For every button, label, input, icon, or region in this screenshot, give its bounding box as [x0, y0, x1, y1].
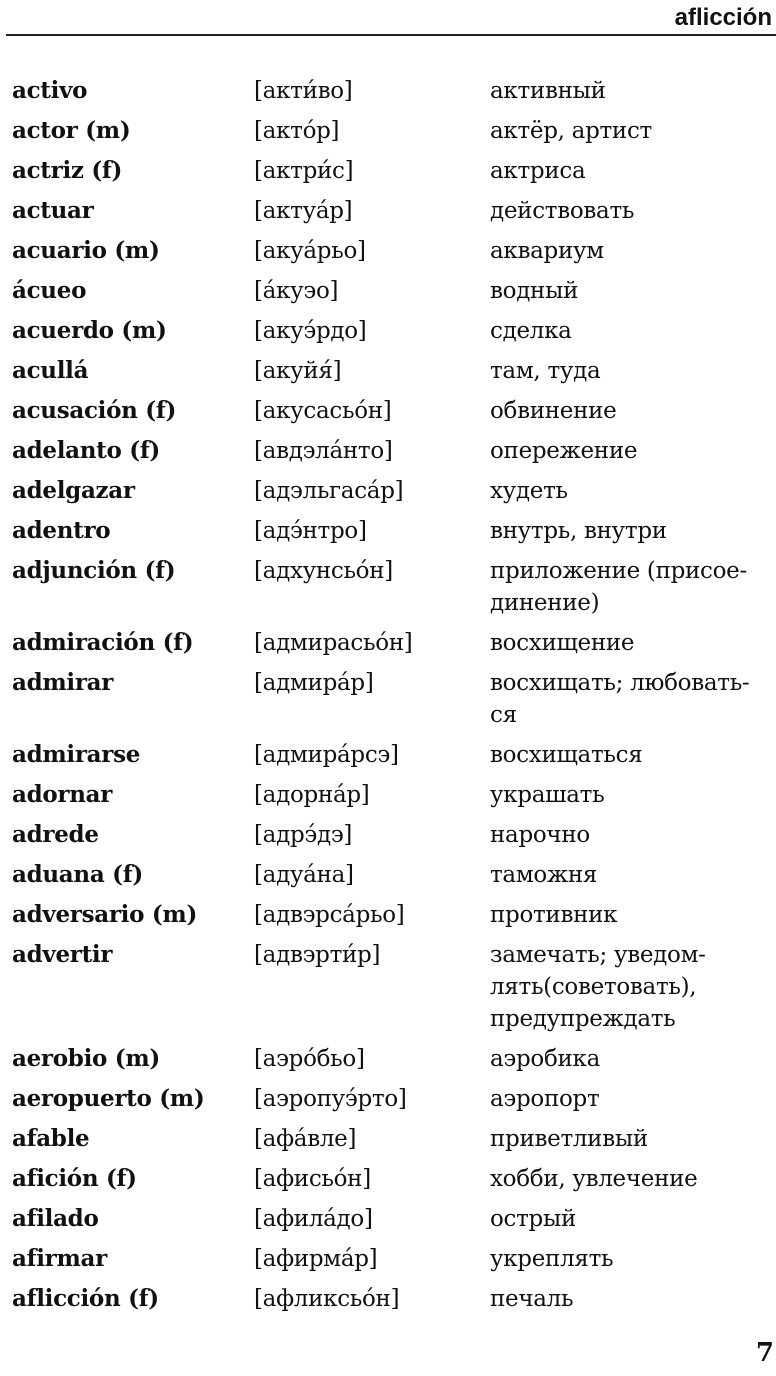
translation-line: восхищение [490, 630, 635, 656]
dictionary-entry [0, 664, 776, 736]
translation-line: там, туда [490, 358, 601, 384]
entry-transcription: [акти́во] [254, 78, 353, 104]
entry-transcription: [адэльгаса́р] [254, 478, 404, 504]
translation-line: укреплять [490, 1246, 614, 1272]
entry-transcription: [адмира́рсэ] [254, 742, 399, 768]
entry-headword: afable [12, 1125, 90, 1152]
dictionary-entry [0, 392, 776, 432]
entry-translation [490, 899, 770, 931]
translation-line: аэропорт [490, 1086, 600, 1112]
entry-transcription: [адхунсьо́н] [254, 558, 393, 584]
entry-translation [490, 739, 770, 771]
header-rule [6, 34, 776, 36]
entry-headword: ácueo [12, 277, 87, 304]
translation-line: нарочно [490, 822, 590, 848]
entry-translation [490, 1123, 770, 1155]
entry-transcription: [адмирасьо́н] [254, 630, 413, 656]
entry-headword: afirmar [12, 1245, 107, 1272]
dictionary-entry [0, 624, 776, 664]
translation-line: таможня [490, 862, 598, 888]
translation-line: острый [490, 1206, 577, 1232]
entry-transcription: [актуа́р] [254, 198, 353, 224]
entry-headword: aerobio (m) [12, 1045, 160, 1072]
entry-translation [490, 667, 770, 731]
entry-headword: afición (f) [12, 1165, 137, 1192]
entry-headword: activo [12, 77, 88, 104]
translation-line: восхищаться [490, 742, 643, 768]
entry-transcription: [адмира́р] [254, 670, 374, 696]
entry-transcription: [актри́с] [254, 158, 354, 184]
dictionary-entry [0, 1280, 776, 1320]
translation-line: обвинение [490, 398, 617, 424]
translation-line: аэробика [490, 1046, 601, 1072]
entry-headword: afilado [12, 1205, 99, 1232]
entry-translation [490, 155, 770, 187]
dictionary-entry [0, 736, 776, 776]
entry-translation [490, 235, 770, 267]
translation-line: опережение [490, 438, 638, 464]
entry-translation [490, 859, 770, 891]
entry-headword: adelgazar [12, 477, 135, 504]
entry-headword: aflicción (f) [12, 1285, 159, 1312]
translation-line: противник [490, 902, 618, 928]
entry-headword: adentro [12, 517, 111, 544]
entry-transcription: [акуэ́рдо] [254, 318, 367, 344]
entry-transcription: [адэ́нтро] [254, 518, 367, 544]
translation-line: динение) [490, 590, 600, 616]
dictionary-entry [0, 1240, 776, 1280]
translation-line: лять(советовать), [490, 974, 697, 1000]
translation-line: аквариум [490, 238, 604, 264]
dictionary-entry [0, 1080, 776, 1120]
entry-transcription: [акто́р] [254, 118, 340, 144]
entry-translation [490, 1243, 770, 1275]
dictionary-entry [0, 552, 776, 624]
entry-transcription: [а́куэо] [254, 278, 339, 304]
entry-headword: acuerdo (m) [12, 317, 167, 344]
entry-headword: acusación (f) [12, 397, 177, 424]
entry-transcription: [адрэ́дэ] [254, 822, 353, 848]
dictionary-entry [0, 272, 776, 312]
entry-transcription: [афирма́р] [254, 1246, 378, 1272]
translation-line: актёр, артист [490, 118, 652, 144]
translation-line: действовать [490, 198, 635, 224]
entry-transcription: [адвэрти́р] [254, 942, 381, 968]
translation-line: печаль [490, 1286, 574, 1312]
translation-line: активный [490, 78, 606, 104]
dictionary-entry [0, 816, 776, 856]
translation-line: приложение (присое- [490, 558, 747, 584]
entry-translation [490, 939, 770, 1035]
entry-transcription: [адуа́на] [254, 862, 354, 888]
entry-translation [490, 555, 770, 619]
translation-line: актриса [490, 158, 586, 184]
entry-headword: adelanto (f) [12, 437, 161, 464]
dictionary-entry [0, 192, 776, 232]
entry-translation [490, 475, 770, 507]
entry-transcription: [адвэрса́рьо] [254, 902, 405, 928]
running-head: aflicción [674, 4, 772, 31]
entry-transcription: [акусасьо́н] [254, 398, 392, 424]
entry-translation [490, 1083, 770, 1115]
translation-line: водный [490, 278, 579, 304]
entry-translation [490, 195, 770, 227]
dictionary-entry [0, 232, 776, 272]
page-number: 7 [755, 1338, 774, 1368]
dictionary-entries [0, 72, 776, 1320]
entry-translation [490, 779, 770, 811]
entry-headword: actor (m) [12, 117, 131, 144]
entry-headword: aduana (f) [12, 861, 143, 888]
entry-headword: admirar [12, 669, 114, 696]
dictionary-entry [0, 1160, 776, 1200]
entry-translation [490, 1043, 770, 1075]
entry-headword: actriz (f) [12, 157, 123, 184]
translation-line: худеть [490, 478, 568, 504]
dictionary-entry [0, 72, 776, 112]
dictionary-entry [0, 152, 776, 192]
entry-translation [490, 395, 770, 427]
entry-translation [490, 1163, 770, 1195]
dictionary-entry [0, 472, 776, 512]
dictionary-entry [0, 1040, 776, 1080]
dictionary-entry [0, 1120, 776, 1160]
entry-translation [490, 315, 770, 347]
entry-headword: actuar [12, 197, 94, 224]
entry-headword: acuario (m) [12, 237, 160, 264]
translation-line: замечать; уведом- [490, 942, 706, 968]
entry-headword: admirarse [12, 741, 141, 768]
entry-transcription: [афликсьо́н] [254, 1286, 400, 1312]
entry-translation [490, 1283, 770, 1315]
entry-translation [490, 115, 770, 147]
entry-translation [490, 435, 770, 467]
entry-headword: adjunción (f) [12, 557, 176, 584]
entry-headword: adrede [12, 821, 99, 848]
entry-headword: adversario (m) [12, 901, 198, 928]
entry-headword: acullá [12, 357, 89, 384]
dictionary-entry [0, 312, 776, 352]
dictionary-entry [0, 432, 776, 472]
entry-translation [490, 355, 770, 387]
entry-transcription: [афа́вле] [254, 1126, 357, 1152]
dictionary-entry [0, 352, 776, 392]
entry-transcription: [аэро́бьо] [254, 1046, 365, 1072]
entry-translation [490, 627, 770, 659]
entry-headword: advertir [12, 941, 113, 968]
entry-transcription: [аэропуэ́рто] [254, 1086, 407, 1112]
dictionary-entry [0, 936, 776, 1040]
translation-line: хобби, увлечение [490, 1166, 698, 1192]
dictionary-entry [0, 112, 776, 152]
entry-transcription: [афила́до] [254, 1206, 373, 1232]
entry-transcription: [авдэла́нто] [254, 438, 393, 464]
entry-transcription: [афисьо́н] [254, 1166, 371, 1192]
translation-line: ся [490, 702, 517, 728]
translation-line: украшать [490, 782, 605, 808]
dictionary-entry [0, 1200, 776, 1240]
entry-translation [490, 275, 770, 307]
dictionary-entry [0, 856, 776, 896]
translation-line: восхищать; любовать- [490, 670, 750, 696]
translation-line: приветливый [490, 1126, 648, 1152]
entry-headword: adornar [12, 781, 113, 808]
entry-transcription: [акуйя́] [254, 358, 342, 384]
entry-translation [490, 75, 770, 107]
dictionary-entry [0, 776, 776, 816]
entry-translation [490, 819, 770, 851]
entry-headword: aeropuerto (m) [12, 1085, 205, 1112]
dictionary-entry [0, 512, 776, 552]
entry-transcription: [адорна́р] [254, 782, 370, 808]
dictionary-entry [0, 896, 776, 936]
entry-transcription: [акуа́рьо] [254, 238, 366, 264]
translation-line: предупреждать [490, 1006, 676, 1032]
entry-headword: admiración (f) [12, 629, 194, 656]
entry-translation [490, 515, 770, 547]
entry-translation [490, 1203, 770, 1235]
translation-line: внутрь, внутри [490, 518, 667, 544]
translation-line: сделка [490, 318, 572, 344]
